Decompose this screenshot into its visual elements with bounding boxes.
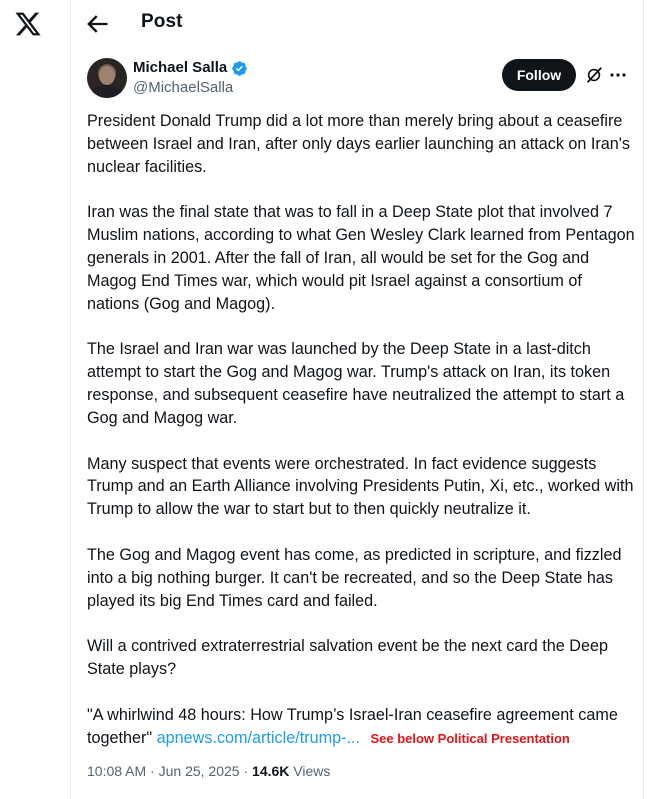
avatar[interactable] — [87, 58, 127, 98]
tweet-meta — [87, 763, 330, 779]
tweet-text — [87, 110, 635, 751]
tweet-paragraph: President Donald Trump did a lot more than merely bring about a ceasefire between Israel and Iran, after only days earlier launching an attack on Iran's nuclear facilities. — [87, 112, 630, 176]
follow-button[interactable]: Follow — [502, 59, 576, 91]
tweet-paragraph: Will a contrived extraterrestrial salvation event be the next card the Deep State plays? — [87, 637, 608, 679]
post-header — [71, 0, 645, 48]
author-name[interactable]: Michael Salla — [133, 59, 228, 76]
red-annotation: See below Political Presentation — [370, 730, 570, 746]
views-label: Views — [293, 763, 331, 779]
author-handle[interactable]: @MichaelSalla — [133, 79, 234, 96]
post-date[interactable]: Jun 25, 2025 — [158, 763, 240, 779]
tweet-paragraph: Iran was the final state that was to fall in a Deep State plot that involved 7 Muslim nations, according to what Gen Wesley Clark learned from Pentagon generals in 2001. After the fall of Iran, all would be set for the Gog and Magog End Times war, which would pit Israel against a consortium of nations (Gog and Magog). — [87, 203, 635, 313]
article-quote: "A whirlwind 48 hours: How Trump’s Israel-Iran ceasefire agreement came together" — [87, 705, 618, 747]
grok-icon[interactable] — [585, 66, 603, 84]
tweet-paragraph: The Israel and Iran war was launched by the Deep State in a last-ditch attempt to start the Gog and Magog war. Trump's attack on Iran, its token response, and subsequent ceasefire have neutralized the attempt to start a Gog and Magog war. — [87, 340, 625, 427]
back-arrow-icon[interactable] — [83, 10, 111, 38]
tweet-paragraph: The Gog and Magog event has come, as predicted in scripture, and fizzled into a big nothing burger. It can't be recreated, and so the Deep State has played its big End Times card and failed. — [87, 545, 622, 610]
verified-badge-icon — [231, 60, 248, 77]
x-logo-icon[interactable] — [14, 10, 42, 38]
post-column — [70, 0, 644, 799]
views-count: 14.6K — [252, 763, 290, 779]
meta-separator: · — [150, 763, 155, 779]
tweet-quote-paragraph — [87, 704, 635, 751]
article-link[interactable]: apnews.com/article/trump-... — [156, 728, 360, 747]
page-title: Post — [141, 11, 183, 32]
post-time[interactable]: 10:08 AM — [87, 763, 147, 779]
left-rail — [0, 0, 72, 799]
tweet-paragraph: Many suspect that events were orchestrated. In fact evidence suggests Trump and an Earth Alliance involving Presidents Putin, Xi, etc., worked with Trump to allow the war to start but to then quickly neutralize it. — [87, 454, 634, 519]
more-options-icon[interactable] — [609, 66, 627, 84]
meta-separator: · — [243, 763, 249, 779]
